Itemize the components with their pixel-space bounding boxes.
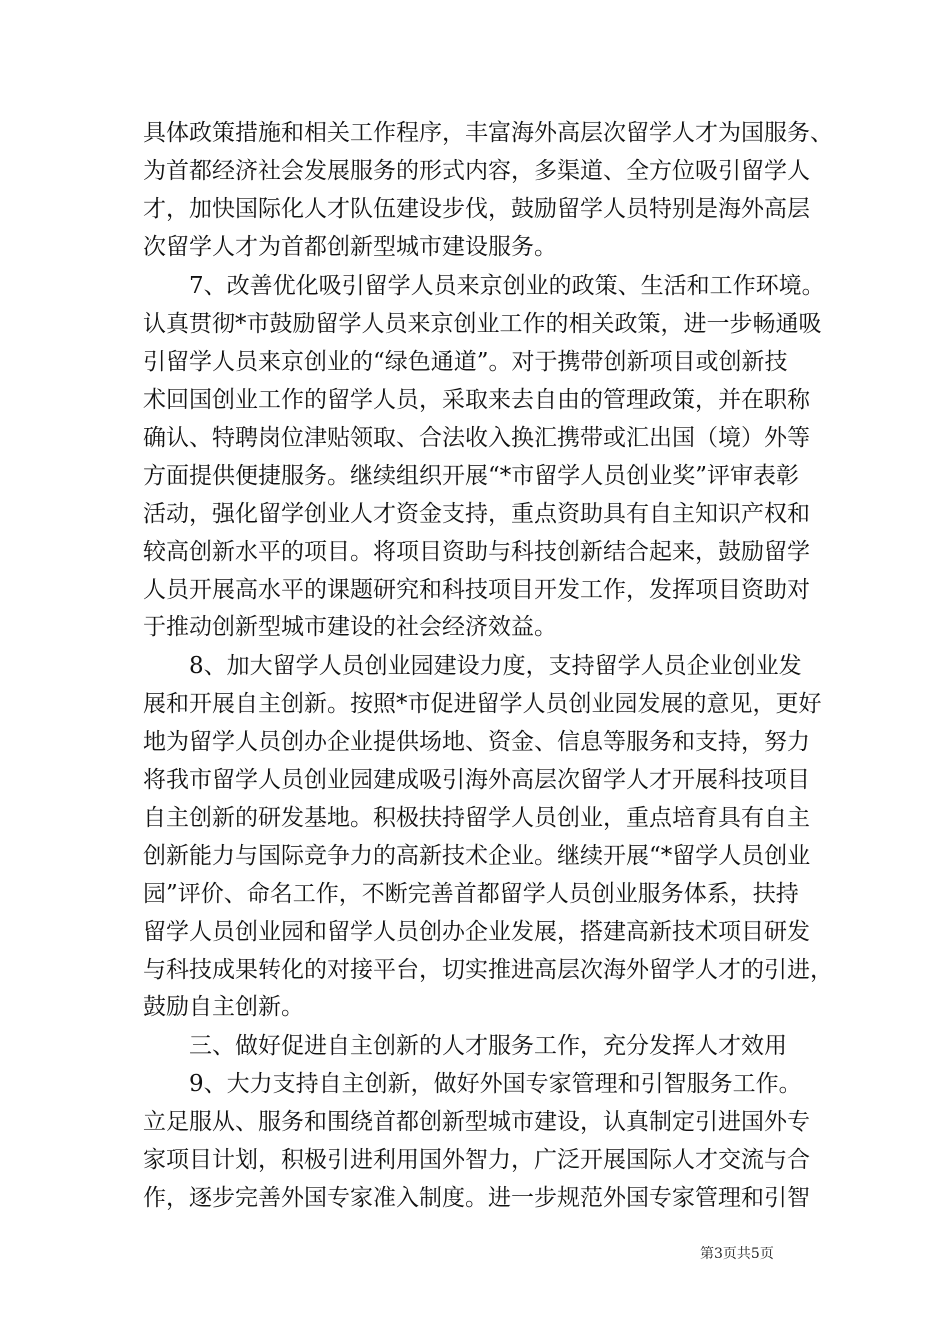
- page-number-footer: 第3页共5页: [700, 1246, 774, 1262]
- text-line: 术回国创业工作的留学人员，采取来去自由的管理政策，并在职称: [143, 387, 810, 413]
- text-line: 园”评价、命名工作，不断完善首都留学人员创业服务体系，扶持: [143, 881, 799, 907]
- text-line: 活动，强化留学创业人才资金支持，重点资助具有自主知识产权和: [143, 501, 810, 527]
- paragraph-heading: 7、改善优化吸引留学人员来京创业的政策、生活和工作环境。: [143, 273, 825, 299]
- text-line: 确认、特聘岗位津贴领取、合法收入换汇携带或汇出国（境）外等: [143, 425, 810, 451]
- text-line: 次留学人才为首都创新型城市建设服务。: [143, 234, 557, 260]
- text-line: 作，逐步完善外国专家准入制度。进一步规范外国专家管理和引智: [143, 1185, 810, 1211]
- text-line: 引留学人员来京创业的“绿色通道”。对于携带创新项目或创新技: [143, 349, 788, 375]
- text-line: 才，加快国际化人才队伍建设步伐，鼓励留学人员特别是海外高层: [143, 196, 810, 222]
- section-heading: 三、做好促进自主创新的人才服务工作，充分发挥人才效用: [143, 1033, 787, 1059]
- text-line: 留学人员创业园和留学人员创办企业发展，搭建高新技术项目研发: [143, 919, 810, 945]
- paragraph-heading: 8、加大留学人员创业园建设力度，支持留学人员企业创业发: [143, 653, 802, 679]
- text-line: 具体政策措施和相关工作程序，丰富海外高层次留学人才为国服务、: [143, 120, 833, 146]
- paragraph-heading: 9、大力支持自主创新，做好外国专家管理和引智服务工作。: [143, 1071, 802, 1097]
- text-line: 将我市留学人员创业园建成吸引海外高层次留学人才开展科技项目: [143, 767, 810, 793]
- text-line: 展和开展自主创新。按照*市促进留学人员创业园发展的意见，更好: [143, 691, 822, 717]
- text-line: 地为留学人员创办企业提供场地、资金、信息等服务和支持，努力: [143, 729, 810, 755]
- text-line: 较高创新水平的项目。将项目资助与科技创新结合起来，鼓励留学: [143, 539, 810, 565]
- text-line: 为首都经济社会发展服务的形式内容，多渠道、全方位吸引留学人: [143, 158, 810, 184]
- text-line: 与科技成果转化的对接平台，切实推进高层次海外留学人才的引进，: [143, 957, 833, 983]
- text-line: 创新能力与国际竞争力的高新技术企业。继续开展“*留学人员创业: [143, 843, 811, 869]
- text-line: 方面提供便捷服务。继续组织开展“*市留学人员创业奖”评审表彰: [143, 463, 800, 489]
- text-line: 鼓励自主创新。: [143, 994, 304, 1020]
- text-line: 认真贯彻*市鼓励留学人员来京创业工作的相关政策，进一步畅通吸: [143, 311, 822, 337]
- text-line: 立足服从、服务和围绕首都创新型城市建设，认真制定引进国外专: [143, 1109, 810, 1135]
- text-line: 人员开展高水平的课题研究和科技项目开发工作，发挥项目资助对: [143, 577, 810, 603]
- text-line: 自主创新的研发基地。积极扶持留学人员创业，重点培育具有自主: [143, 805, 810, 831]
- text-line: 于推动创新型城市建设的社会经济效益。: [143, 614, 557, 640]
- text-line: 家项目计划，积极引进利用国外智力，广泛开展国际人才交流与合: [143, 1147, 810, 1173]
